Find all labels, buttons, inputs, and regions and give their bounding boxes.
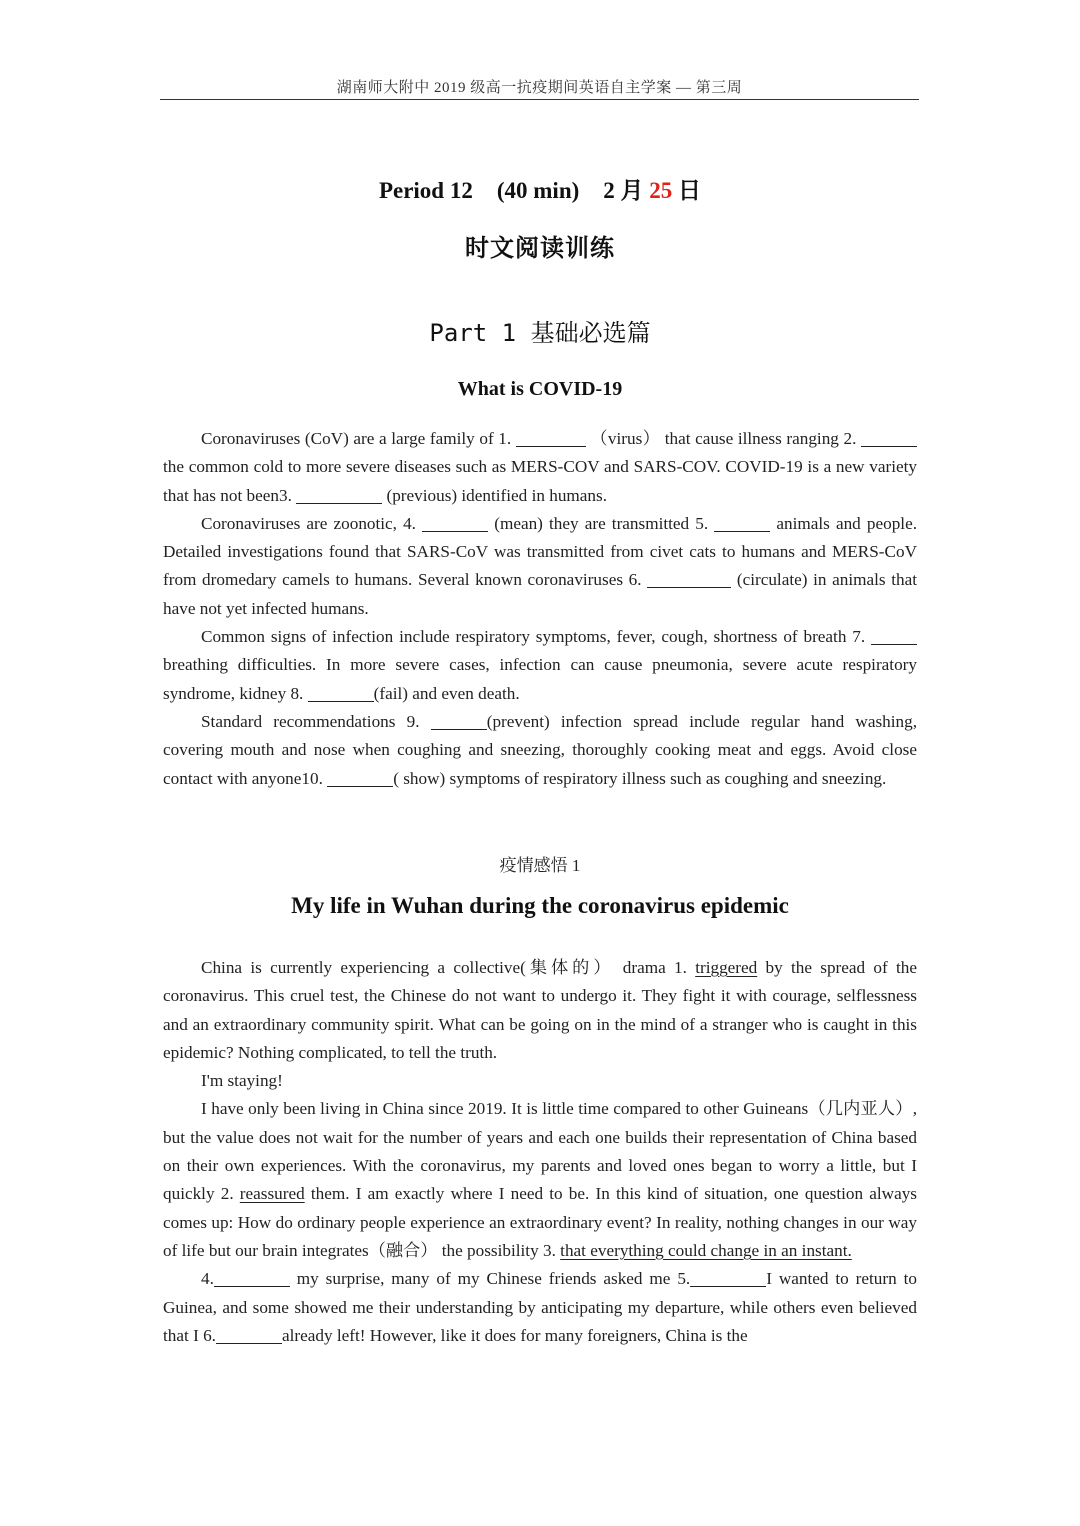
passage2-paragraph-1: China is currently experiencing a collective(集体的） drama 1. triggered by the spread of the coronavirus. This cruel test, the Chinese do not want to undergo it. They fight it with courage, selflessness and an extraordinary community spirit. What can be going on in the mind of a stranger who is caught in this epidemic? Nothing complicated, to tell the truth. xyxy=(163,958,918,1062)
passage2-paragraph-2: I'm staying! xyxy=(201,1071,283,1091)
passage1-body xyxy=(163,425,917,793)
part-title: Part 1 基础必选篇 xyxy=(429,319,651,347)
blank-p2-6[interactable] xyxy=(216,1325,282,1344)
period-duration: (40 min) xyxy=(496,178,580,203)
reflection-label: 疫情感悟 1 xyxy=(499,856,581,875)
passage2-paragraph-4: 4. my surprise, many of my Chinese friends asked me 5. I wanted to return to Guinea, and some showed me their understanding by anticipating my departure, while others even believed that I 6. already left! However, like it does for many foreigners, China is the xyxy=(163,1269,917,1345)
blank-p2-5[interactable] xyxy=(690,1268,766,1287)
underlined-word-triggered: triggered xyxy=(695,958,758,977)
period-month: 2 月 xyxy=(603,178,644,203)
blank-2[interactable] xyxy=(861,428,917,447)
header-rule xyxy=(160,99,919,100)
blank-9[interactable] xyxy=(431,711,487,730)
period-day-suffix: 日 xyxy=(678,178,702,203)
blank-10[interactable] xyxy=(327,768,393,787)
underlined-clause: that everything could change in an instant. xyxy=(560,1240,852,1260)
blank-p2-4[interactable] xyxy=(214,1268,290,1287)
passage2-title: My life in Wuhan during the coronavirus epidemic xyxy=(291,893,789,918)
blank-5[interactable] xyxy=(714,513,770,532)
passage2-body xyxy=(163,954,917,1350)
passage1-paragraph-1: Coronaviruses (CoV) are a large family of 1. （virus） that cause illness ranging 2. the common cold to more severe diseases such as MERS-COV and SARS-COV. COVID-19 is a new variety that has not been3. (previous) identified in humans. xyxy=(163,429,917,505)
passage1-paragraph-2: Coronaviruses are zoonotic, 4. (mean) they are transmitted 5. animals and people. Detailed investigations found that SARS-CoV was transmitted from civet cats to humans and MERS-CoV from dromedary camels to humans. Several known coronaviruses 6. (circulate) in animals that have not yet infected humans. xyxy=(163,513,917,618)
blank-3[interactable] xyxy=(296,485,382,504)
passage1-paragraph-4: Standard recommendations 9. (prevent) infection spread include regular hand washing, covering mouth and nose when coughing and sneezing, thoroughly cooking meat and eggs. Avoid close contact with anyone10. ( show) symptoms of respiratory illness such as coughing and sneezing. xyxy=(163,711,917,788)
passage2-paragraph-3: I have only been living in China since 2019. It is little time compared to other Guineans（几内亚人）, but the value does not wait for the number of years and each one builds their representation of China based on their own experiences. With the coronavirus, my parents and loved ones began to worry a little, but I quickly 2. reassured them. I am exactly where I need to be. In this kind of situation, one question always comes up: How do ordinary people experience an extraordinary event? In reality, nothing changes in our way of life but our brain integrates（融合） the possibility 3. that everything could change in an instant. xyxy=(163,1099,917,1260)
blank-7[interactable] xyxy=(871,626,917,645)
passage1-title: What is COVID-19 xyxy=(457,378,623,400)
blank-4[interactable] xyxy=(422,513,488,532)
passage1-paragraph-3: Common signs of infection include respiratory symptoms, fever, cough, shortness of breath 7. breathing difficulties. In more severe cases, infection can cause pneumonia, severe acute respiratory syndrome, kidney 8. (fail) and even death. xyxy=(163,627,917,703)
period-day: 25 xyxy=(649,178,673,203)
page-header: 湖南师大附中 2019 级高一抗疫期间英语自主学案 — 第三周 xyxy=(336,80,743,96)
page-subtitle: 时文阅读训练 xyxy=(465,236,615,262)
blank-6[interactable] xyxy=(647,569,731,588)
blank-1[interactable] xyxy=(516,428,586,447)
blank-8[interactable] xyxy=(308,683,374,702)
underlined-word-reassured: reassured xyxy=(239,1184,305,1204)
period-title xyxy=(0,172,1080,205)
period-label: Period 12 xyxy=(378,178,473,203)
